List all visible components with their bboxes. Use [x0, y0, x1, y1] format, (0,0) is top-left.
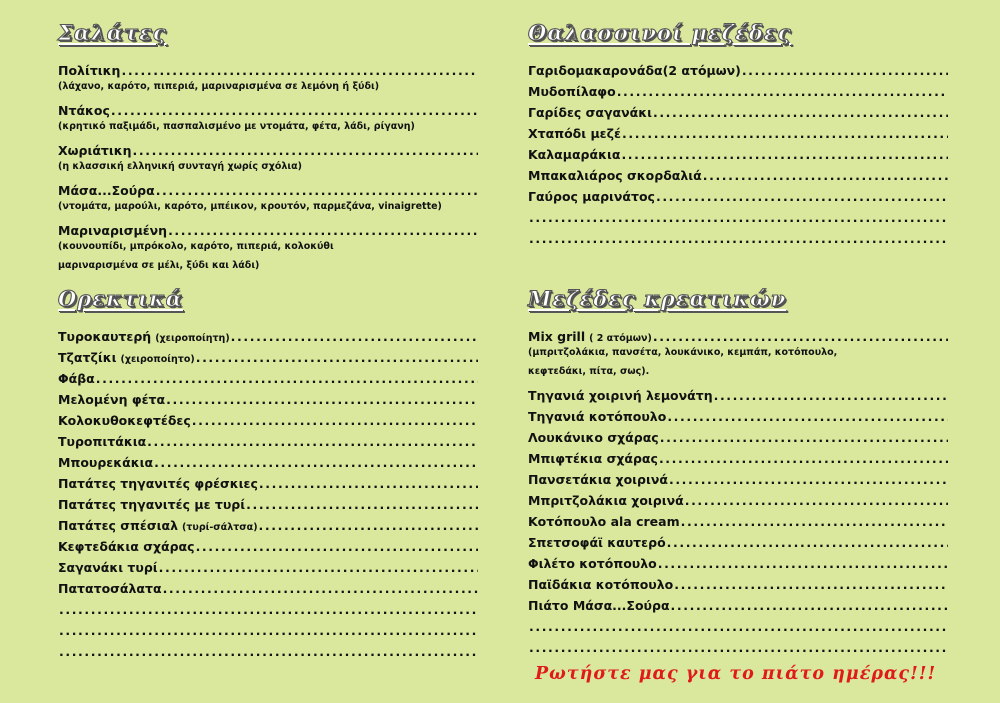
- menu-item: [528, 57, 948, 78]
- dot-leader: [671, 599, 948, 613]
- item-name: Τζατζίκι: [58, 350, 117, 365]
- item-name: Παϊδάκια κοτόπουλο: [528, 577, 674, 592]
- item-name: Χωριάτικη: [58, 143, 132, 158]
- menu-item: [58, 365, 478, 386]
- menu-item: [528, 323, 948, 344]
- item-name: Μπιφτέκια σχάρας: [528, 451, 658, 466]
- dot-leader: [658, 557, 948, 571]
- item-description: (η κλασσική ελληνική συνταγή χωρίς σχόλια): [58, 161, 302, 172]
- item-name: Πατάτες τηγανιτές με τυρί: [58, 497, 246, 512]
- menu-item: [528, 183, 948, 204]
- menu-item: [528, 141, 948, 162]
- item-name: Κολοκυθοκεφτέδες: [58, 413, 191, 428]
- dot-leader: [659, 452, 948, 466]
- dot-leader: [196, 351, 478, 365]
- menu-item: [528, 487, 948, 508]
- item-note: ( 2 ατόμων): [589, 333, 652, 344]
- item-name: Πατατοσάλατα: [58, 581, 162, 596]
- dot-leader: [656, 190, 948, 204]
- dot-leader: [133, 144, 478, 158]
- item-name: Χταπόδι μεζέ: [528, 126, 621, 141]
- item-name: Σαγανάκι τυρί: [58, 560, 158, 575]
- menu-item: [58, 323, 478, 344]
- dot-leader: [96, 372, 478, 386]
- dot-leader: [714, 389, 948, 403]
- empty-line: [58, 596, 478, 617]
- menu-item: [58, 407, 478, 428]
- seafood-heading: Θαλασσινοί μεζέδες: [528, 20, 792, 45]
- dot-leader: [529, 211, 948, 225]
- dot-leader: [667, 410, 948, 424]
- item-name: Πατάτες τηγανιτές φρέσκιες: [58, 476, 258, 491]
- menu-item: [528, 466, 948, 487]
- item-name: Φιλέτο κοτόπουλο: [528, 556, 657, 571]
- appetizers-list: [58, 323, 478, 659]
- item-name: Γαρίδες σαγανάκι: [528, 105, 652, 120]
- item-name: Mix grill: [528, 329, 586, 344]
- dot-leader: [159, 561, 478, 575]
- menu-item: [528, 120, 948, 141]
- dot-leader: [156, 184, 478, 198]
- item-name: Μπριτζολάκια χοιρινά: [528, 493, 684, 508]
- menu-item: [58, 57, 478, 78]
- item-description: (λάχανο, καρότο, πιπεριά, μαριναρισμένα σε λεμόνη ή ξύδι): [58, 81, 380, 92]
- seafood-section: [528, 20, 948, 246]
- item-name: Μυδοπίλαφο: [528, 84, 616, 99]
- item-name: Γαύρος μαρινάτος: [528, 189, 655, 204]
- dot-leader: [111, 104, 478, 118]
- menu-item: [58, 449, 478, 470]
- meat-list: [528, 323, 948, 655]
- dot-leader: [154, 456, 478, 470]
- dot-leader: [147, 435, 478, 449]
- empty-line: [528, 613, 948, 634]
- menu-item: [58, 217, 478, 238]
- menu-item: [58, 533, 478, 554]
- menu-item: [58, 428, 478, 449]
- salads-list: [58, 57, 478, 275]
- dot-leader: [163, 582, 478, 596]
- appetizers-section: [58, 286, 478, 659]
- dot-leader: [681, 515, 948, 529]
- item-name: Πανσετάκια χοιρινά: [528, 472, 668, 487]
- menu-item: [58, 97, 478, 118]
- item-name: Τηγανιά κοτόπουλο: [528, 409, 667, 424]
- item-name: Κεφτεδάκια σχάρας: [58, 539, 195, 554]
- item-description: (κουνουπίδι, μπρόκολο, καρότο, πιπεριά, κολοκύθι: [58, 241, 334, 252]
- empty-line: [528, 225, 948, 246]
- menu-item: [528, 571, 948, 592]
- dot-leader: [259, 519, 478, 533]
- empty-line: [528, 634, 948, 655]
- seafood-list: [528, 57, 948, 246]
- item-description: μαριναρισμένα σε μέλι, ξύδι και λάδι): [58, 260, 260, 271]
- menu-item: [528, 550, 948, 571]
- menu-item: [528, 508, 948, 529]
- item-note: (τυρί-σάλτσα): [182, 522, 258, 533]
- appetizers-heading: Ορεκτικά: [58, 286, 183, 311]
- menu-item: [528, 424, 948, 445]
- dot-leader: [59, 645, 478, 659]
- dot-leader: [621, 148, 948, 162]
- menu-item: [528, 592, 948, 613]
- dish-of-the-day-callout: Ρωτήστε μας για το πιάτο ημέρας!!!: [535, 664, 937, 684]
- menu-item: [58, 512, 478, 533]
- dot-leader: [667, 536, 948, 550]
- dot-leader: [622, 127, 948, 141]
- item-name: Κοτόπουλο ala cream: [528, 514, 680, 529]
- dot-leader: [246, 498, 478, 512]
- meat-heading: Μεζέδες κρεατικών: [528, 286, 787, 311]
- menu-item: [58, 177, 478, 198]
- item-description: (μπριτζολάκια, πανσέτα, λουκάνικο, κεμπάπ, κοτόπουλο,: [528, 347, 838, 358]
- menu-item: [58, 491, 478, 512]
- item-name: Τυροκαυτερή: [58, 329, 152, 344]
- item-description: κεφτεδάκι, πίτα, σως).: [528, 366, 650, 377]
- item-note: (χειροποίητη): [155, 333, 230, 344]
- dot-leader: [121, 64, 478, 78]
- dot-leader: [529, 620, 948, 634]
- item-name: Τηγανιά χοιρινή λεμονάτη: [528, 388, 713, 403]
- dot-leader: [653, 330, 948, 344]
- menu-item: [58, 470, 478, 491]
- dot-leader: [669, 473, 948, 487]
- menu-item: [528, 529, 948, 550]
- item-name: Φάβα: [58, 371, 95, 386]
- item-description: (κρητικό παξιμάδι, πασπαλισμένο με ντομάτα, φέτα, λάδι, ρίγανη): [58, 121, 415, 132]
- dot-leader: [231, 330, 478, 344]
- dot-leader: [703, 169, 948, 183]
- dot-leader: [653, 106, 948, 120]
- dot-leader: [59, 624, 478, 638]
- item-name: Πατάτες σπέσιαλ: [58, 518, 178, 533]
- menu-item: [58, 386, 478, 407]
- dot-leader: [529, 232, 948, 246]
- item-name: Πολίτικη: [58, 63, 121, 78]
- menu-item: [528, 78, 948, 99]
- item-note: (χειροποίητο): [120, 354, 195, 365]
- dot-leader: [166, 393, 478, 407]
- item-name: Τυροπιτάκια: [58, 434, 147, 449]
- item-name: Μελομένη φέτα: [58, 392, 166, 407]
- menu-item: [528, 162, 948, 183]
- dot-leader: [660, 431, 948, 445]
- item-name: Καλαμαράκια: [528, 147, 621, 162]
- menu-item: [58, 137, 478, 158]
- menu-item: [528, 382, 948, 403]
- dot-leader: [59, 603, 478, 617]
- item-description: (ντομάτα, μαρούλι, καρότο, μπέικον, κρουτόν, παρμεζάνα, vinaigrette): [58, 201, 442, 212]
- item-name: Γαριδομακαρονάδα(2 ατόμων): [528, 63, 741, 78]
- item-name: Μάσα...Σούρα: [58, 183, 155, 198]
- salads-heading: Σαλάτες: [58, 20, 167, 45]
- item-name: Λουκάνικο σχάρας: [528, 430, 659, 445]
- empty-line: [58, 617, 478, 638]
- dot-leader: [192, 414, 478, 428]
- dot-leader: [617, 85, 948, 99]
- item-name: Πιάτο Μάσα...Σούρα: [528, 598, 670, 613]
- dot-leader: [259, 477, 478, 491]
- dot-leader: [168, 224, 478, 238]
- dot-leader: [196, 540, 478, 554]
- empty-line: [528, 204, 948, 225]
- item-name: Ντάκος: [58, 103, 110, 118]
- dot-leader: [674, 578, 948, 592]
- menu-item: [58, 575, 478, 596]
- dot-leader: [685, 494, 948, 508]
- item-name: Μπακαλιάρος σκορδαλιά: [528, 168, 702, 183]
- menu-item: [528, 445, 948, 466]
- menu-item: [58, 344, 478, 365]
- item-name: Μαριναρισμένη: [58, 223, 168, 238]
- dot-leader: [742, 64, 948, 78]
- meat-section: [528, 286, 948, 655]
- menu-item: [58, 554, 478, 575]
- empty-line: [58, 638, 478, 659]
- item-name: Μπουρεκάκια: [58, 455, 154, 470]
- salads-section: [58, 20, 478, 276]
- menu-item: [528, 99, 948, 120]
- dot-leader: [529, 641, 948, 655]
- menu-item: [528, 403, 948, 424]
- item-name: Σπετσοφάϊ καυτερό: [528, 535, 666, 550]
